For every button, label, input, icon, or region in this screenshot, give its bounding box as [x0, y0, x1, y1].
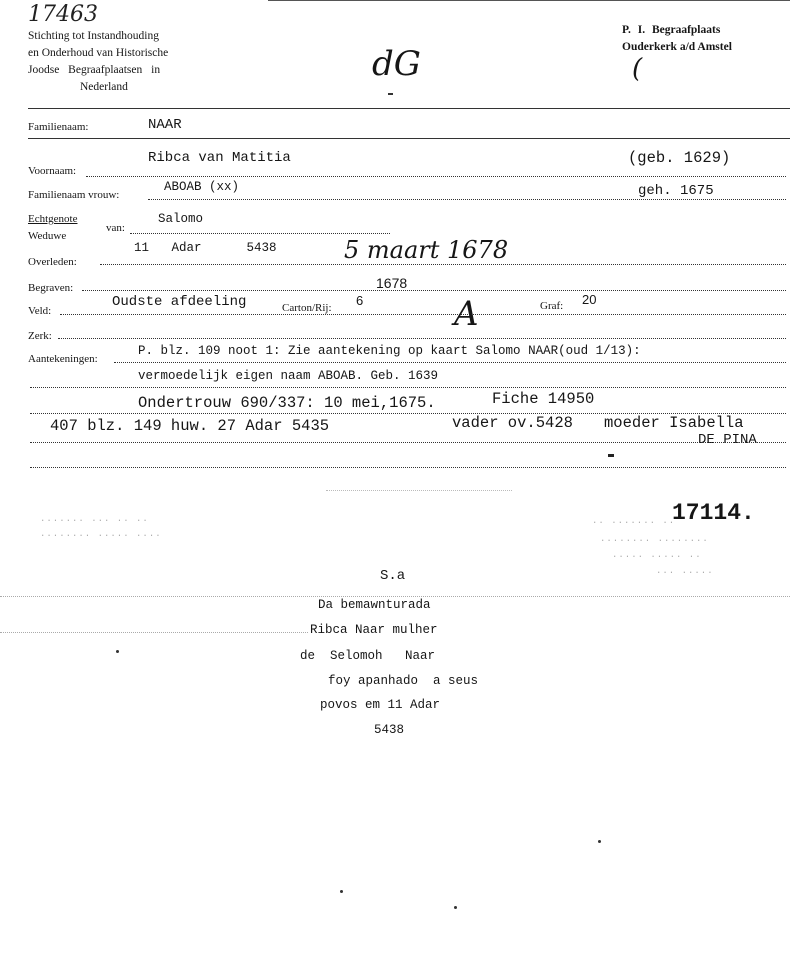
epitaph-heading: S.a	[380, 568, 406, 584]
cemetery-block	[622, 22, 732, 56]
handwritten-mark: dG	[372, 44, 421, 84]
epitaph-line3: de Selomoh Naar	[300, 649, 436, 663]
label-zerk: Zerk:	[28, 330, 52, 342]
line-familienaam-vrouw	[148, 199, 786, 200]
label-begraven: Begraven:	[28, 282, 74, 294]
value-carton: 6	[356, 293, 364, 308]
separator-familienaam	[28, 138, 790, 139]
note-line2: vermoedelijk eigen naam ABOAB. Geb. 1639	[138, 369, 439, 383]
faint-line-epitaph	[0, 632, 308, 633]
line-zerk	[58, 338, 786, 339]
organization-block	[28, 28, 168, 96]
value-familienaam: NAAR	[148, 117, 182, 133]
label-voornaam: Voornaam:	[28, 165, 77, 177]
line-van	[130, 233, 390, 234]
archive-number: 17463	[28, 2, 98, 27]
speck	[116, 650, 119, 653]
line-notes-5	[30, 467, 786, 468]
value-voornaam: Ribca van Matitia	[148, 150, 291, 166]
value-begraven: 1678	[376, 275, 408, 291]
speck	[598, 840, 601, 843]
faint-stamp-right3: ····· ····· ··	[612, 552, 702, 562]
note-line4c: moeder Isabella	[604, 414, 744, 432]
value-echtgenote-van: Salomo	[158, 212, 204, 226]
org-line1: Stichting tot Instandhouding	[28, 30, 159, 42]
separator-top	[28, 108, 790, 109]
label-familienaam: Familienaam:	[28, 121, 89, 133]
label-van: van:	[106, 222, 125, 234]
faint-stamp-right: ·· ······· ··	[592, 518, 676, 528]
epitaph-line5: povos em 11 Adar	[320, 698, 441, 712]
value-veld: Oudste afdeeling	[112, 294, 247, 310]
note-line1: P. blz. 109 noot 1: Zie aantekening op kaart Salomo NAAR(oud 1/13):	[138, 344, 641, 358]
speck	[608, 454, 614, 457]
faint-rule	[326, 490, 512, 491]
faint-stamp-right2: ········ ········	[600, 536, 709, 546]
note-line4b: vader ov.5428	[452, 414, 573, 432]
epitaph-line1: Da bemawnturada	[318, 598, 431, 612]
speck	[454, 906, 457, 909]
line-notes-2	[30, 387, 786, 388]
epitaph-line2: Ribca Naar mulher	[310, 623, 438, 637]
value-graf: 20	[582, 292, 597, 307]
note-line5: DE PINA	[698, 432, 757, 448]
label-weduwe: Weduwe	[28, 230, 67, 242]
epitaph-line4: foy apanhado a seus	[328, 674, 479, 688]
veld-handwritten-mark: A	[454, 294, 479, 334]
line-voornaam	[86, 176, 786, 177]
label-carton: Carton/Rij:	[282, 302, 332, 314]
label-aantekeningen: Aantekeningen:	[28, 353, 98, 365]
note-line4a: 407 blz. 149 huw. 27 Adar 5435	[50, 417, 330, 435]
line-veld	[60, 314, 786, 315]
value-familienaam-vrouw: ABOAB (xx)	[164, 180, 240, 194]
line-begraven	[82, 290, 786, 291]
faint-separator	[0, 596, 790, 597]
label-graf: Graf:	[540, 300, 564, 312]
epitaph-line6: 5438	[374, 723, 405, 737]
note-line3b: Fiche 14950	[492, 390, 595, 408]
top-border	[268, 0, 790, 1]
label-veld: Veld:	[28, 305, 52, 317]
line-overleden	[100, 264, 786, 265]
value-voornaam-geb: (geb. 1629)	[628, 149, 731, 167]
label-echtgenote: Echtgenote	[28, 213, 78, 225]
cemetery-handmark: (	[632, 54, 643, 84]
line-notes-1	[114, 362, 786, 363]
value-overleden-hebrew: 11 Adar 5438	[134, 241, 277, 255]
speck	[388, 93, 393, 95]
org-line4: Nederland	[80, 81, 128, 93]
value-overleden-handwritten: 5 maart 1678	[344, 236, 509, 264]
speck	[340, 890, 343, 893]
record-number: 17114.	[672, 500, 755, 526]
line-notes-4	[30, 442, 786, 443]
org-line3: Joodse Begraafplaatsen in	[28, 64, 161, 76]
faint-stamp-left: ······· ··· ·· ··	[40, 516, 149, 526]
org-line2: en Onderhoud van Historische	[28, 47, 169, 59]
note-line3a: Ondertrouw 690/337: 10 mei,1675.	[138, 394, 436, 412]
faint-stamp-left2: ········ ····· ····	[40, 531, 162, 541]
label-familienaam-vrouw: Familienaam vrouw:	[28, 189, 120, 201]
faint-stamp-right4: ··· ·····	[656, 568, 714, 578]
value-familienaam-vrouw-geh: geh. 1675	[638, 183, 714, 199]
label-overleden: Overleden:	[28, 256, 77, 268]
cemetery-line2: Ouderkerk a/d Amstel	[622, 41, 732, 53]
cemetery-line1: P. I. Begraafplaats	[622, 24, 721, 36]
